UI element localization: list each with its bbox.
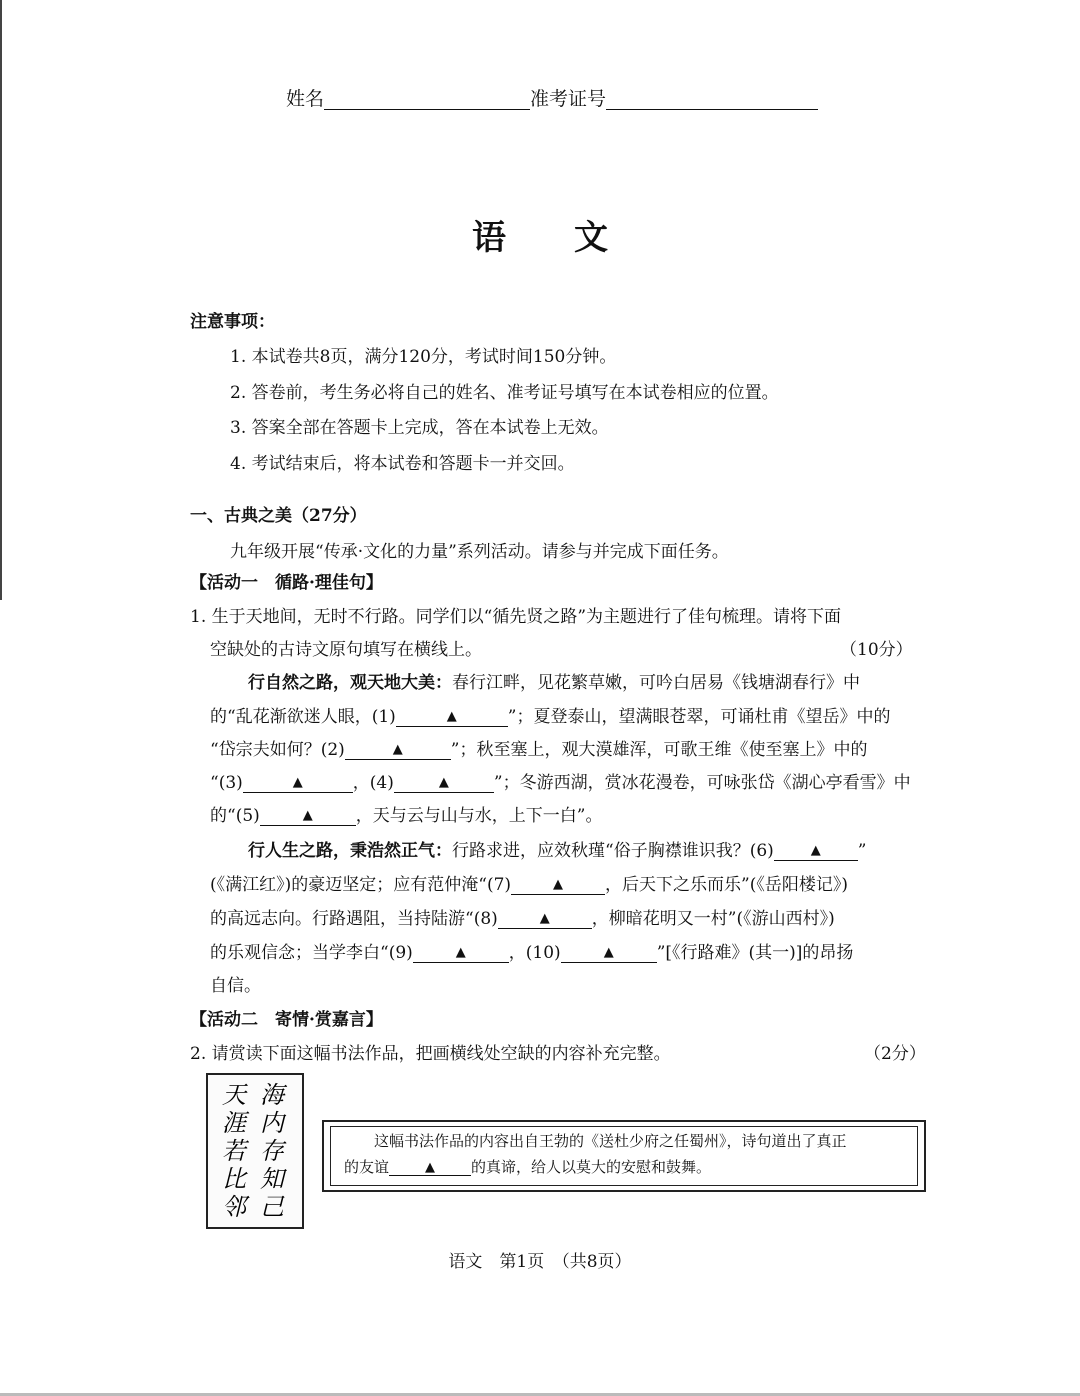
para1-text: 春行江畔，见花繁草嫩，可吟白居易《钱塘湖春行》中 — [452, 673, 860, 693]
para1-line5 — [210, 805, 602, 826]
question-1-line2: 空缺处的古诗文原句填写在横线上。 — [210, 640, 482, 660]
answer-blank-9 — [413, 942, 509, 963]
answer-blank-8 — [498, 908, 592, 929]
answer-blank-2 — [345, 739, 451, 760]
answer-blank-1 — [396, 706, 508, 727]
para2-lead: 行人生之路，秉浩然正气： — [248, 841, 452, 861]
blank-marker-icon: ▲ — [425, 1160, 436, 1175]
question-1-line1: 1. 生于天地间，无时不行路。同学们以“循先贤之路”为主题进行了佳句梳理。请将下面 — [190, 607, 842, 627]
para1-line1 — [248, 673, 860, 693]
para2-line3 — [210, 908, 835, 929]
activity-two-heading: 【活动二 寄情·赏嘉言】 — [190, 1010, 383, 1030]
box-text: 的友谊 — [344, 1158, 390, 1176]
para1-text: ”；秋至塞上，观大漠雄浑，可歌王维《使至塞上》中的 — [450, 740, 868, 760]
blank-marker-icon: ▲ — [810, 843, 821, 858]
name-blank — [324, 91, 530, 110]
section-heading: 一、古典之美（27分） — [190, 506, 367, 526]
para2-line5: 自信。 — [210, 976, 261, 996]
blank-marker-icon: ▲ — [446, 709, 457, 724]
blank-marker-icon: ▲ — [539, 911, 550, 926]
calligraphy-column-left: 天涯若比邻 — [222, 1081, 246, 1221]
para2-line2 — [210, 874, 848, 895]
box-line-2 — [344, 1158, 711, 1176]
answer-blank-5 — [260, 805, 356, 826]
notes-heading: 注意事项： — [190, 312, 275, 332]
para1-lead: 行自然之路，观天地大美： — [248, 673, 452, 693]
blank-marker-icon: ▲ — [292, 775, 303, 790]
para1-line2 — [210, 706, 890, 727]
activity-one-heading: 【活动一 循路·理佳句】 — [190, 573, 383, 593]
blank-marker-icon: ▲ — [438, 775, 449, 790]
para2-text: 行路求进，应效秋瑾“俗子胸襟谁识我？(6) — [452, 841, 774, 861]
para1-text: ”；冬游西湖，赏冰花漫卷，可咏张岱《湖心亭看雪》中 — [493, 773, 911, 793]
para2-text: ，柳暗花明又一村”(《游山西村》) — [591, 909, 835, 929]
para1-line3 — [210, 739, 867, 760]
para2-text: ，后天下之乐而乐”(《岳阳楼记》) — [605, 875, 849, 895]
box-line-1: 这幅书法作品的内容出自王勃的《送杜少府之任蜀州》，诗句道出了真正 — [374, 1132, 847, 1150]
para2-text: ” — [857, 841, 867, 861]
header-fields — [286, 88, 818, 110]
exam-id-blank — [606, 91, 818, 110]
answer-blank-6 — [774, 840, 858, 861]
box-text: 的真谛，给人以莫大的安慰和鼓舞。 — [471, 1158, 712, 1176]
para1-line4 — [210, 772, 911, 793]
blank-marker-icon: ▲ — [553, 877, 564, 892]
para2-text: ”[《行路难》(其一)]的昂扬 — [656, 943, 854, 963]
note-item: 3. 答案全部在答题卡上完成，答在本试卷上无效。 — [230, 418, 609, 438]
para1-text: ”；夏登泰山，望满眼苍翠，可诵杜甫《望岳》中的 — [507, 707, 891, 727]
answer-blank-11 — [389, 1158, 471, 1176]
name-label: 姓名 — [286, 88, 325, 110]
page-title: 语 文 — [472, 218, 608, 258]
answer-blank-3 — [243, 772, 353, 793]
para2-text: 的高远志向。行路遇阻，当持陆游“(8) — [210, 909, 498, 929]
blank-marker-icon: ▲ — [302, 808, 313, 823]
para2-line4 — [210, 942, 853, 963]
note-item: 1. 本试卷共8页，满分120分，考试时间150分钟。 — [230, 347, 617, 367]
question-2-score: （2分） — [864, 1044, 926, 1064]
answer-blank-4 — [394, 772, 494, 793]
para2-line1 — [248, 840, 866, 861]
para1-text: 的“乱花渐欲迷人眼，(1) — [210, 707, 396, 727]
question-2: 2. 请赏读下面这幅书法作品，把画横线处空缺的内容补充完整。 — [190, 1044, 671, 1064]
para2-text: 的乐观信念；当学李白“(9) — [210, 943, 413, 963]
scan-edge — [0, 0, 2, 600]
note-item: 2. 答卷前，考生务必将自己的姓名、准考证号填写在本试卷相应的位置。 — [230, 383, 779, 403]
calligraphy-artwork — [206, 1073, 304, 1229]
para1-text: “(3) — [210, 773, 243, 793]
page-footer: 语文 第1页 （共8页） — [448, 1252, 632, 1272]
para1-text: “岱宗夫如何？(2) — [210, 740, 345, 760]
para1-text: ，(4) — [352, 773, 394, 793]
blank-marker-icon: ▲ — [455, 945, 466, 960]
note-item: 4. 考试结束后，将本试卷和答题卡一并交回。 — [230, 454, 575, 474]
question-1-score: （10分） — [840, 640, 913, 660]
para1-text: ，天与云与山与水，上下一白”。 — [355, 806, 603, 826]
exam-id-label: 准考证号 — [530, 88, 607, 110]
annotation-box — [322, 1120, 926, 1192]
answer-blank-7 — [511, 874, 605, 895]
blank-marker-icon: ▲ — [392, 742, 403, 757]
section-intro: 九年级开展“传承·文化的力量”系列活动。请参与并完成下面任务。 — [230, 542, 729, 562]
calligraphy-column-right: 海内存知己 — [260, 1081, 284, 1221]
para2-text: (《满江红》)的豪迈坚定；应有范仲淹“(7) — [210, 875, 512, 895]
para2-text: ，(10) — [508, 943, 561, 963]
blank-marker-icon: ▲ — [603, 945, 614, 960]
answer-blank-10 — [561, 942, 657, 963]
para1-text: 的“(5) — [210, 806, 260, 826]
